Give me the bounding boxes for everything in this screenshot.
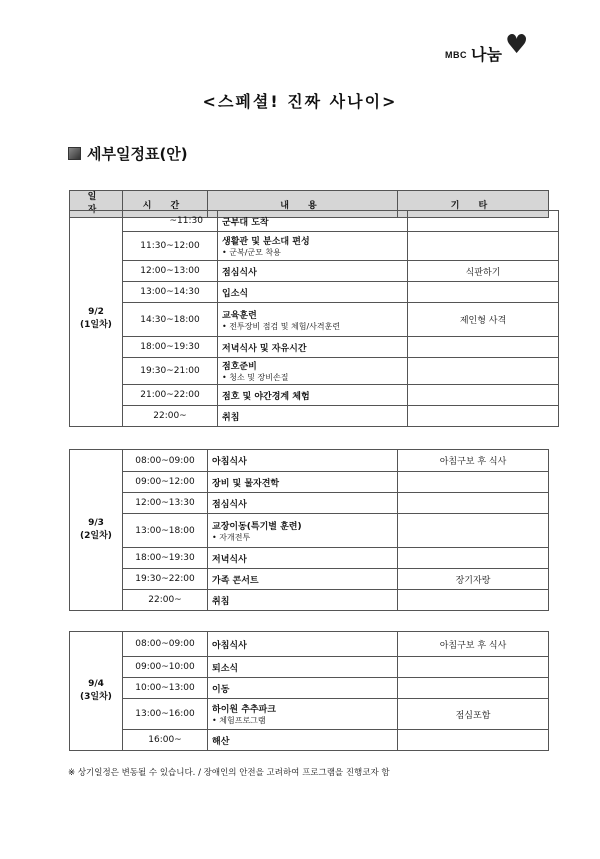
table-row: [70, 337, 559, 358]
header-etc: 기 타: [398, 191, 549, 218]
logo-text: MBC: [445, 50, 467, 60]
etc-cell: [398, 590, 549, 611]
content-cell: [218, 303, 408, 337]
etc-cell: [408, 385, 559, 406]
day-table: [69, 210, 559, 427]
content-note: • 체험프로그램: [212, 716, 266, 725]
square-bullet-icon: [68, 147, 81, 160]
content-cell: [218, 337, 408, 358]
time-cell: 13:00~14:30: [123, 282, 218, 303]
content-cell: [218, 282, 408, 303]
header-day: 일 자: [70, 191, 123, 218]
time-cell: 18:00~19:30: [123, 548, 208, 569]
etc-cell: 아침구보 후 식사: [398, 632, 549, 657]
content-cell: [218, 358, 408, 385]
table-row: [70, 514, 549, 548]
time-cell: 19:30~21:00: [123, 358, 218, 385]
page-title: <스페셜! 진짜 사나이>: [202, 92, 398, 111]
table-row: [70, 569, 549, 590]
time-cell: 21:00~22:00: [123, 385, 218, 406]
content-cell: [208, 569, 398, 590]
time-cell: 14:30~18:00: [123, 303, 218, 337]
table-row: [70, 385, 559, 406]
time-cell: ~11:30: [123, 211, 218, 232]
content-cell: [208, 678, 398, 699]
content-cell: [208, 450, 398, 472]
header-content: 내 용: [208, 191, 398, 218]
section-heading: [68, 143, 188, 164]
time-cell: 16:00~: [123, 730, 208, 751]
table-row: [70, 211, 559, 232]
table-row: [70, 657, 549, 678]
etc-cell: 점심포함: [398, 699, 549, 730]
content-title: 취침: [212, 596, 230, 607]
content-title: 이동: [212, 684, 230, 695]
time-cell: 12:00~13:00: [123, 261, 218, 282]
content-cell: [208, 657, 398, 678]
content-title: 교장이동(특기별 훈련): [212, 521, 302, 532]
etc-cell: 제인형 사격: [408, 303, 559, 337]
table-row: [70, 493, 549, 514]
table-row: [70, 450, 549, 472]
content-title: 저녁식사 및 자유시간: [222, 343, 307, 354]
content-cell: [208, 730, 398, 751]
table-row: [70, 678, 549, 699]
content-note: • 청소 및 장비손질: [222, 373, 289, 382]
etc-cell: [398, 730, 549, 751]
content-cell: [218, 406, 408, 427]
table-row: [70, 632, 549, 657]
content-title: 점호 및 야간경계 체험: [222, 391, 310, 402]
etc-cell: [408, 406, 559, 427]
content-title: 점심식사: [222, 267, 257, 278]
table-row: [70, 261, 559, 282]
content-note: • 자개전투: [212, 532, 251, 542]
table-row: [70, 232, 559, 261]
time-cell: 13:00~18:00: [123, 514, 208, 548]
header-time: 시 간: [123, 191, 208, 218]
etc-cell: [398, 493, 549, 514]
table-row: [70, 590, 549, 611]
content-title: 점호준비: [222, 362, 257, 372]
day-date: 9/3: [88, 518, 104, 528]
content-title: 입소식: [222, 288, 249, 299]
day-cell: [70, 211, 123, 427]
etc-cell: 장기자랑: [398, 569, 549, 590]
content-title: 생활관 및 분소대 편성: [222, 237, 310, 247]
content-title: 아침식사: [212, 640, 247, 651]
section-title: 세부일정표(안): [87, 145, 188, 163]
etc-cell: [398, 514, 549, 548]
table-row: [70, 406, 559, 427]
time-cell: 08:00~09:00: [123, 632, 208, 657]
content-title: 취침: [222, 412, 240, 423]
content-title: 군부대 도착: [222, 217, 269, 228]
content-title: 장비 및 물자견학: [212, 478, 280, 489]
content-cell: [208, 514, 398, 548]
time-cell: 10:00~13:00: [123, 678, 208, 699]
content-title: 퇴소식: [212, 663, 239, 674]
time-cell: 19:30~22:00: [123, 569, 208, 590]
content-cell: [208, 699, 398, 730]
time-cell: 22:00~: [123, 406, 218, 427]
content-cell: [208, 632, 398, 657]
content-title: 아침식사: [212, 457, 247, 467]
etc-cell: [398, 657, 549, 678]
table-row: [70, 699, 549, 730]
content-cell: [208, 590, 398, 611]
content-title: 해산: [212, 736, 230, 747]
content-cell: [218, 211, 408, 232]
content-cell: [208, 548, 398, 569]
content-note: • 군복/군모 착용: [222, 248, 281, 257]
content-cell: [218, 261, 408, 282]
table-row: [70, 548, 549, 569]
time-cell: 12:00~13:30: [123, 493, 208, 514]
day-label: (3일차): [80, 692, 112, 702]
content-cell: [218, 385, 408, 406]
day-table: [69, 631, 549, 751]
day-cell: [70, 450, 123, 611]
day-label: (2일차): [80, 531, 112, 541]
content-cell: [218, 232, 408, 261]
etc-cell: [408, 358, 559, 385]
etc-cell: [398, 472, 549, 493]
table-row: [70, 358, 559, 385]
content-title: 점심식사: [212, 499, 247, 510]
etc-cell: [408, 232, 559, 261]
content-title: 가족 콘서트: [212, 575, 259, 586]
time-cell: 09:00~10:00: [123, 657, 208, 678]
time-cell: 09:00~12:00: [123, 472, 208, 493]
time-cell: 22:00~: [123, 590, 208, 611]
etc-cell: [398, 548, 549, 569]
day-cell: [70, 632, 123, 751]
content-title: 하이원 추추파크: [212, 705, 276, 715]
etc-cell: [408, 282, 559, 303]
logo-script: 나눔: [471, 45, 502, 64]
content-cell: [208, 472, 398, 493]
time-cell: 11:30~12:00: [123, 232, 218, 261]
etc-cell: 아침구보 후 식사: [398, 450, 549, 472]
day-label: (1일차): [80, 319, 112, 330]
table-row: [70, 472, 549, 493]
etc-cell: 식판하기: [408, 261, 559, 282]
etc-cell: [398, 678, 549, 699]
time-cell: 18:00~19:30: [123, 337, 218, 358]
day-date: 9/2: [88, 306, 104, 317]
content-cell: [208, 493, 398, 514]
footnote: ※ 상기일정은 변동될 수 있습니다. / 장애인의 안전을 고려하여 프로그램을 진행코자 함: [68, 768, 390, 778]
table-row: [70, 282, 559, 303]
etc-cell: [408, 211, 559, 232]
time-cell: 08:00~09:00: [123, 450, 208, 472]
time-cell: 13:00~16:00: [123, 699, 208, 730]
day-date: 9/4: [88, 679, 104, 689]
content-title: 교육훈련: [222, 310, 257, 321]
mbc-nanum-logo: [445, 30, 535, 70]
table-row: [70, 303, 559, 337]
day-table: [69, 449, 549, 611]
content-note: • 전투장비 점검 및 체험/사격훈련: [222, 321, 341, 331]
heart-icon: ♥: [505, 30, 529, 60]
content-title: 저녁식사: [212, 554, 247, 565]
etc-cell: [408, 337, 559, 358]
table-row: [70, 730, 549, 751]
